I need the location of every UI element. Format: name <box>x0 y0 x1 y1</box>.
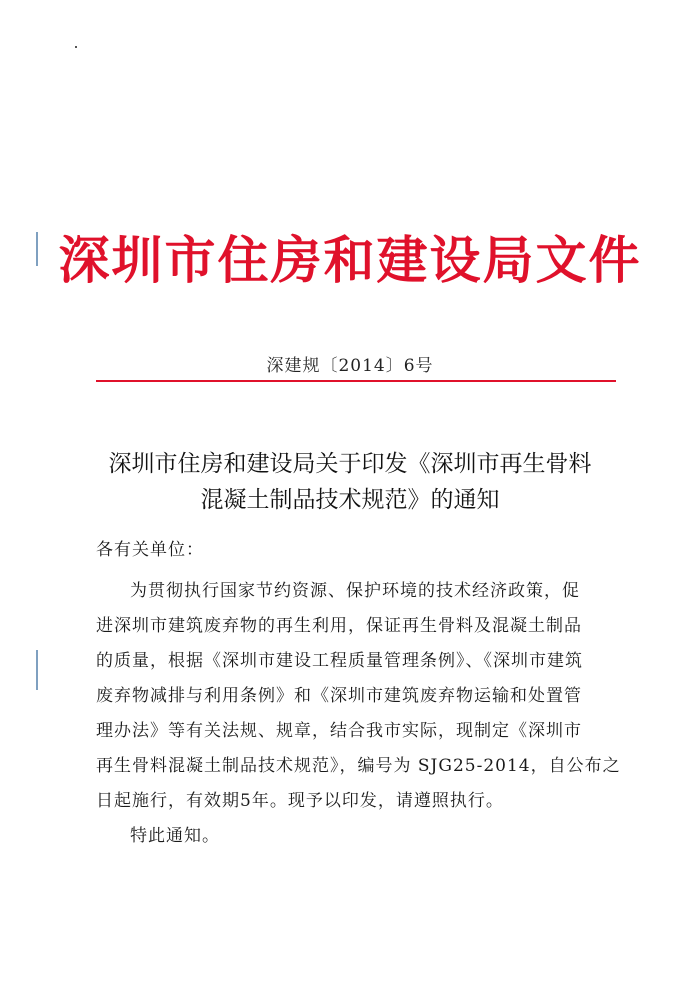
scan-speck <box>75 46 77 48</box>
masthead-divider <box>96 380 616 382</box>
binding-mark-middle <box>36 650 38 690</box>
body-line: 的质量，根据《深圳市建设工程质量管理条例》、《深圳市建筑 <box>96 651 583 671</box>
addressee: 各有关单位： <box>96 540 204 560</box>
body-line: 进深圳市建筑废弃物的再生利用，保证再生骨料及混凝土制品 <box>96 616 582 636</box>
document-title <box>60 446 640 518</box>
body-line: 为贯彻执行国家节约资源、保护环境的技术经济政策，促 <box>130 581 580 601</box>
body-line: 再生骨料混凝土制品技术规范》，编号为 SJG25-2014，自公布之 <box>96 756 621 776</box>
document-title-line-2: 混凝土制品技术规范》的通知 <box>200 487 500 513</box>
document-number: 深建规〔2014〕6号 <box>266 356 434 376</box>
document-masthead: 深圳市住房和建设局文件 <box>58 232 642 291</box>
closing-line: 特此通知。 <box>130 826 220 846</box>
body-line: 废弃物减排与利用条例》和《深圳市建筑废弃物运输和处置管 <box>96 686 582 706</box>
document-title-line-1: 深圳市住房和建设局关于印发《深圳市再生骨料 <box>108 451 592 477</box>
notice-body <box>96 574 626 854</box>
body-line: 理办法》等有关法规、规章，结合我市实际，现制定《深圳市 <box>96 721 582 741</box>
body-line: 日起施行，有效期5年。现予以印发，请遵照执行。 <box>96 791 504 811</box>
